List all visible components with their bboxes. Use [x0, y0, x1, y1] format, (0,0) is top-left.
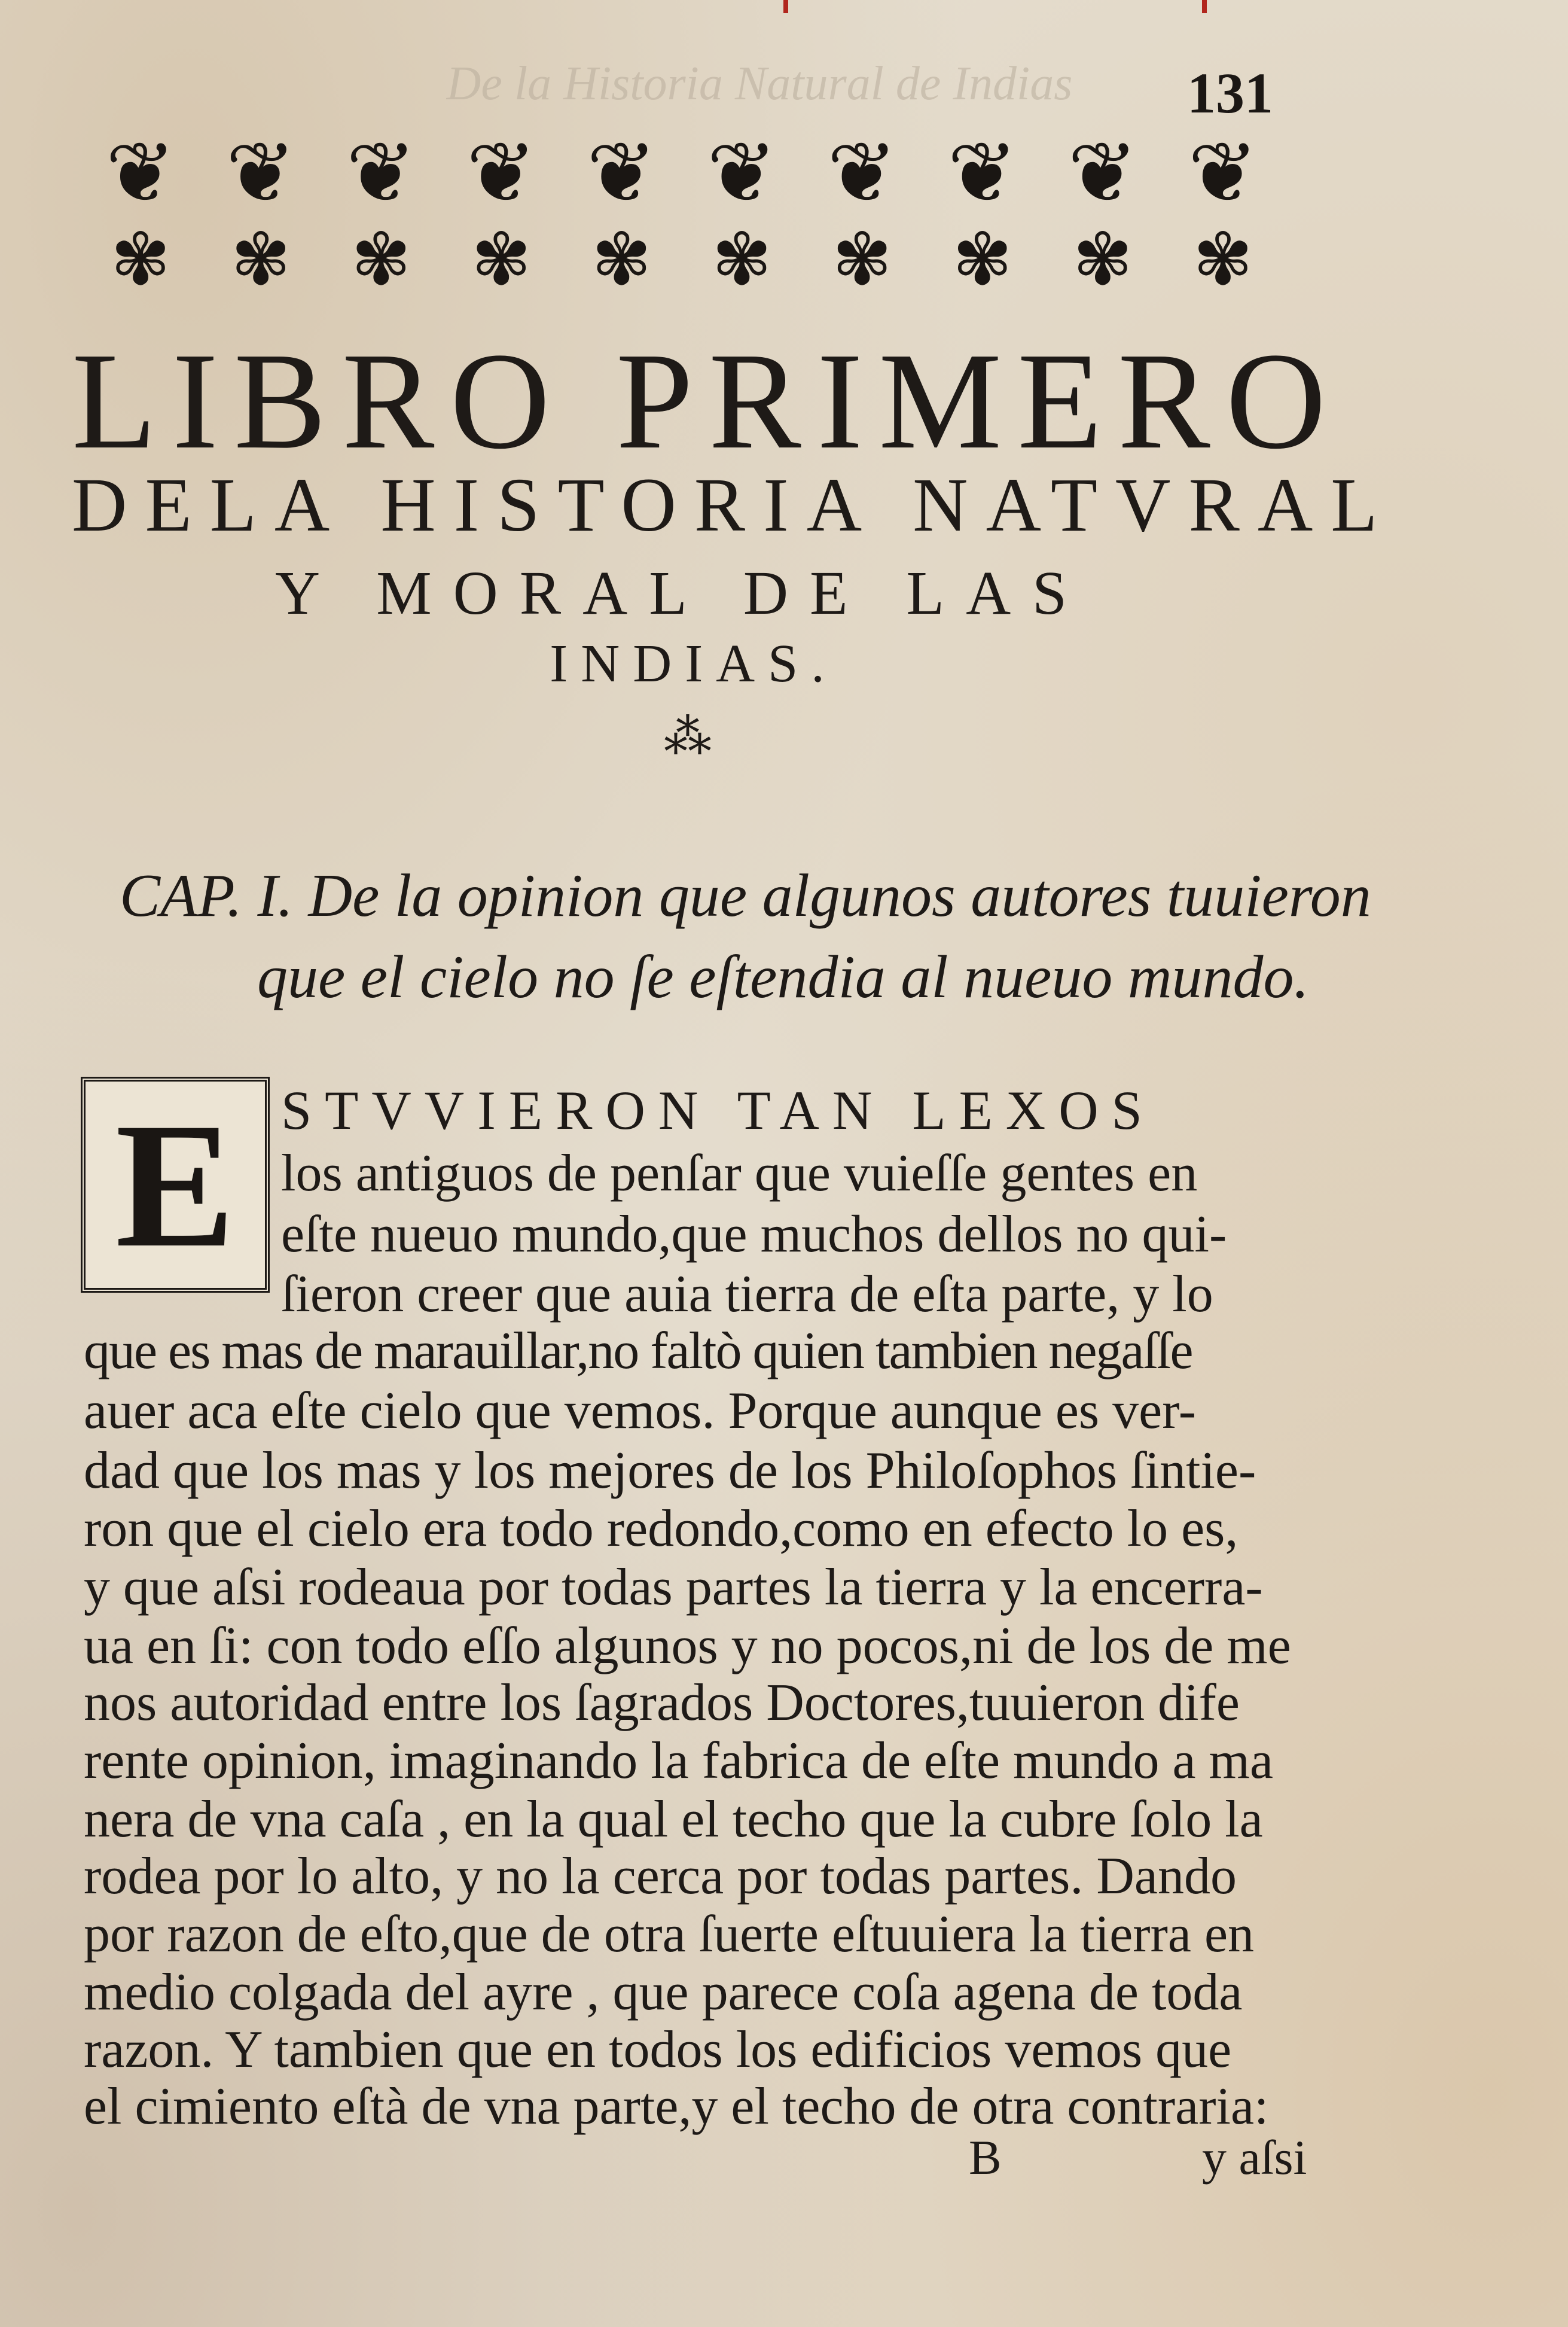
book-title: LIBRO PRIMERO	[72, 324, 1342, 478]
body-line: el cimiento eſtà de vna parte,y el techo de otra contraria:	[84, 2078, 1269, 2136]
body-line: eſte nueuo mundo,que muchos dellos no qui-	[281, 1205, 1227, 1263]
body-line: por razon de eſto,que de otra ſuerte eſtuuiera la tierra en	[84, 1905, 1255, 1963]
body-line: razon. Y tambien que en todos los edificios vemos que	[84, 2021, 1232, 2079]
ornamental-border-bottom	[84, 218, 1280, 301]
fleuron-icon: ❦	[1067, 124, 1138, 222]
book-subtitle: Y MORAL DE LAS	[274, 559, 1089, 628]
asterism-icon: ⁂	[664, 711, 712, 764]
fleuron-icon: ❦	[466, 124, 536, 222]
chapter-heading-line: que el cielo no ſe eſtendia al nueuo mundo.	[257, 943, 1310, 1011]
flower-ornament-icon: ✾	[1072, 218, 1133, 301]
body-line: dad que los mas y los mejores de los Philoſophos ſintie-	[84, 1442, 1256, 1500]
body-line: y que aſsi rodeaua por todas partes la tierra y la encerra-	[84, 1558, 1263, 1616]
body-line: STVVIERON TAN LEXOS	[281, 1080, 1155, 1141]
body-line: medio colgada del ayre , que parece coſa agena de toda	[84, 1963, 1243, 2021]
body-line: ua en ſi: con todo eſſo algunos y no pocos,ni de los de me	[84, 1617, 1291, 1675]
body-line: los antiguos de penſar que vuieſſe gentes en	[281, 1144, 1198, 1202]
flower-ornament-icon: ✾	[952, 218, 1013, 301]
folio-number: 131	[1187, 61, 1273, 125]
body-line: ſieron creer que auia tierra de eſta parte, y lo	[281, 1265, 1213, 1323]
flower-ornament-icon: ✾	[591, 218, 652, 301]
book-subtitle: INDIAS.	[550, 634, 838, 693]
fleuron-icon: ❦	[706, 124, 777, 222]
edge-red-mark	[1202, 0, 1207, 13]
catchword: y aſsi	[1202, 2130, 1307, 2185]
body-line: auer aca eſte cielo que vemos. Porque aunque es ver-	[84, 1382, 1197, 1440]
body-line: rente opinion, imaginando la fabrica de eſte mundo a ma	[84, 1732, 1274, 1790]
fleuron-icon: ❦	[1188, 124, 1258, 222]
chapter-heading	[120, 855, 1371, 1018]
body-line: que es mas de marauillar,no faltò quien tambien negaſſe	[84, 1322, 1192, 1380]
fleuron-icon: ❦	[827, 124, 898, 222]
flower-ornament-icon: ✾	[110, 218, 171, 301]
flower-ornament-icon: ✾	[832, 218, 892, 301]
fleuron-icon: ❦	[225, 124, 296, 222]
body-line: nos autoridad entre los ſagrados Doctores,tuuieron dife	[84, 1674, 1240, 1732]
decorated-initial: E	[81, 1077, 270, 1293]
book-subtitle: DELA HISTORIA NATVRAL	[72, 462, 1396, 547]
running-head: De la Historia Natural de Indias	[446, 57, 1073, 110]
flower-ornament-icon: ✾	[350, 218, 411, 301]
flower-ornament-icon: ✾	[471, 218, 532, 301]
body-line: ron que el cielo era todo redondo,como en efecto lo es,	[84, 1500, 1238, 1558]
signature-mark: B	[969, 2130, 1002, 2185]
edge-red-mark	[783, 0, 788, 13]
chapter-heading-line: CAP. I. De la opinion que algunos autores tuuieron	[120, 862, 1371, 930]
fleuron-icon: ❦	[947, 124, 1018, 222]
flower-ornament-icon: ✾	[1192, 218, 1253, 301]
flower-ornament-icon: ✾	[712, 218, 772, 301]
fleuron-icon: ❦	[586, 124, 657, 222]
ornamental-border-top	[84, 124, 1280, 222]
flower-ornament-icon: ✾	[230, 218, 291, 301]
fleuron-icon: ❦	[105, 124, 176, 222]
body-line: nera de vna caſa , en la qual el techo que la cubre ſolo la	[84, 1790, 1263, 1848]
fleuron-icon: ❦	[346, 124, 416, 222]
body-line: rodea por lo alto, y no la cerca por todas partes. Dando	[84, 1847, 1237, 1905]
